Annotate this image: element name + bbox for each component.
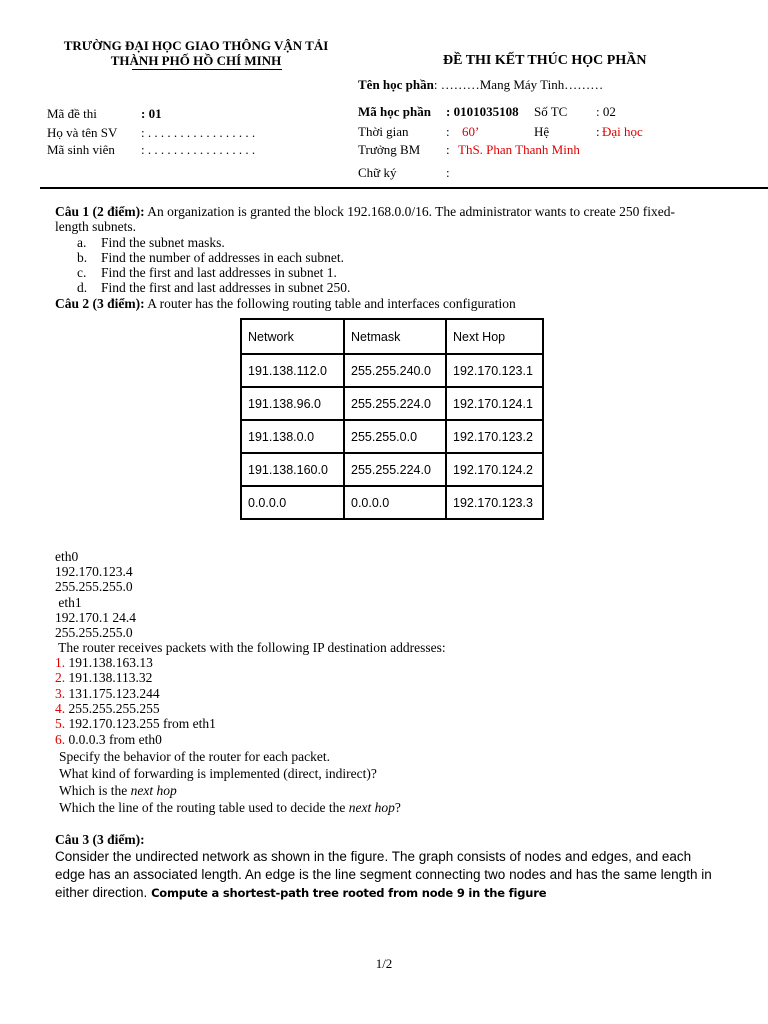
q2-title: Câu 2 (3 điểm):: [55, 296, 145, 311]
table-cell: 192.170.123.2: [446, 420, 543, 453]
packet-address: 255.255.255.255: [65, 701, 160, 716]
table-cell: 255.255.224.0: [344, 387, 446, 420]
q2-task-2: What kind of forwarding is implemented (direct, indirect)?: [59, 766, 377, 781]
interface-line: 192.170.123.4: [55, 564, 133, 579]
packet-address: 0.0.0.3 from eth0: [65, 732, 162, 747]
credits-value: : 02: [596, 104, 616, 119]
signature-value: :: [446, 165, 450, 180]
header-divider: [40, 187, 768, 189]
q3-task: Compute a shortest-path tree rooted from node 9 in the figure: [151, 886, 547, 900]
credits-label: Số TC: [534, 104, 568, 119]
packet-item: [55, 716, 216, 732]
packet-number: 4.: [55, 701, 66, 716]
interface-line: eth1: [55, 595, 82, 610]
course-code-value: : 0101035108: [446, 104, 519, 119]
q1-item-a: [77, 235, 86, 251]
packet-number: 1.: [55, 655, 66, 670]
student-id-value: : . . . . . . . . . . . . . . . . .: [141, 142, 256, 157]
table-row: [241, 420, 543, 453]
table-cell: 255.255.0.0: [344, 420, 446, 453]
packet-address: 131.175.123.244: [65, 686, 160, 701]
exam-title: ĐỀ THI KẾT THÚC HỌC PHẦN: [443, 53, 647, 68]
interface-line: 192.170.1 24.4: [55, 610, 136, 625]
table-cell: 255.255.240.0: [344, 354, 446, 387]
exam-code-label: Mã đề thi: [47, 106, 97, 121]
course-label: Tên học phần: [358, 77, 434, 92]
table-cell: 191.138.96.0: [241, 387, 344, 420]
school-name-line2: THÀNH PHỐ HỒ CHÍ MINH: [110, 53, 282, 68]
q1-item-marker: b.: [77, 250, 88, 265]
q3-line1: Consider the undirected network as shown in the figure. The graph consists of nodes and edges, and each: [55, 849, 692, 864]
q1-item-c-text: Find the first and last addresses in subnet 1.: [101, 265, 337, 280]
q1-item-a-text: Find the subnet masks.: [101, 235, 225, 250]
course-code-label: Mã học phần: [358, 104, 431, 119]
table-cell: 192.170.123.3: [446, 486, 543, 519]
packet-address: 191.138.163.13: [65, 655, 153, 670]
packet-item: [55, 701, 160, 717]
student-id-label: Mã sinh viên: [47, 142, 115, 157]
q1-text-line1: An organization is granted the block 192.168.0.0/16. The administrator wants to create 250 fixed-: [144, 204, 676, 219]
packet-item: [55, 670, 152, 686]
dept-head-value: ThS. Phan Thanh Minh: [458, 142, 580, 157]
interface-line: eth0: [55, 549, 79, 564]
q1-item-marker: c.: [77, 265, 87, 280]
q2-line1: [55, 296, 516, 312]
interface-line: 255.255.255.0: [55, 625, 133, 640]
table-cell: 0.0.0.0: [241, 486, 344, 519]
table-header-cell: Network: [241, 319, 344, 354]
q1-text-line2: length subnets.: [55, 219, 136, 234]
packet-item: [55, 732, 162, 748]
packet-number: 2.: [55, 670, 66, 685]
q2-task-1: Specify the behavior of the router for each packet.: [59, 749, 331, 764]
signature-label: Chữ ký: [358, 165, 397, 180]
table-header-cell: Next Hop: [446, 319, 543, 354]
question-mark: ?: [394, 800, 401, 815]
q3-title: Câu 3 (3 điểm):: [55, 832, 145, 847]
table-header-row: [241, 319, 543, 354]
page-number: 1/2: [375, 956, 393, 971]
level-colon: :: [596, 124, 600, 139]
school-name-line1: TRƯỜNG ĐẠI HỌC GIAO THÔNG VẬN TẢI: [63, 38, 329, 53]
next-hop-term: next hop: [348, 800, 395, 815]
q2-task-3: [59, 783, 177, 799]
q1-item-c: [77, 265, 86, 281]
course-value: : ………Mang Máy Tinh………: [433, 77, 604, 92]
q2-task-4: [59, 800, 401, 816]
packet-number: 3.: [55, 686, 66, 701]
routing-table: [240, 318, 544, 520]
q2-text: A router has the following routing table and interfaces configuration: [144, 296, 516, 311]
q2-task-4-text: Which the line of the routing table used to decide the: [59, 800, 349, 815]
packet-number: 6.: [55, 732, 66, 747]
q1-line1: [55, 204, 675, 220]
table-row: [241, 453, 543, 486]
q1-item-b: [77, 250, 87, 266]
q1-title: Câu 1 (2 điểm):: [55, 204, 145, 219]
table-cell: 0.0.0.0: [344, 486, 446, 519]
table-header-cell: Netmask: [344, 319, 446, 354]
dept-head-label: Trưởng BM: [358, 142, 421, 157]
packet-item: [55, 655, 153, 671]
packet-address: 192.170.123.255 from eth1: [65, 716, 216, 731]
student-name-label: Họ và tên SV: [47, 125, 118, 140]
dept-head-colon: :: [446, 142, 450, 157]
table-row: [241, 354, 543, 387]
next-hop-term: next hop: [130, 783, 177, 798]
table-cell: 192.170.124.1: [446, 387, 543, 420]
exam-code-value: : 01: [141, 106, 162, 121]
time-label: Thời gian: [358, 124, 409, 139]
table-row: [241, 387, 543, 420]
table-cell: 191.138.0.0: [241, 420, 344, 453]
q1-item-d: [77, 280, 87, 296]
packet-number: 5.: [55, 716, 66, 731]
packets-intro: The router receives packets with the following IP destination addresses:: [55, 640, 446, 655]
packet-item: [55, 686, 160, 702]
header-underline: [132, 69, 282, 70]
time-value: 60’: [462, 124, 480, 139]
interface-line: 255.255.255.0: [55, 579, 133, 594]
table-cell: 255.255.224.0: [344, 453, 446, 486]
q1-item-marker: a.: [77, 235, 87, 250]
level-value: Đại học: [602, 124, 643, 139]
table-cell: 191.138.160.0: [241, 453, 344, 486]
q3-line2: edge has an associated length. An edge is the line segment connecting two nodes and has the same length in: [55, 867, 712, 882]
table-cell: 192.170.123.1: [446, 354, 543, 387]
q1-item-d-text: Find the first and last addresses in subnet 250.: [101, 280, 351, 295]
q3-line3-text: either direction.: [55, 885, 152, 900]
level-label: Hệ: [534, 124, 550, 139]
q1-item-marker: d.: [77, 280, 88, 295]
table-cell: 192.170.124.2: [446, 453, 543, 486]
table-row: [241, 486, 543, 519]
table-cell: 191.138.112.0: [241, 354, 344, 387]
course-field: [358, 77, 603, 93]
student-name-value: : . . . . . . . . . . . . . . . . .: [141, 125, 256, 140]
q2-task-3-text: Which is the: [59, 783, 131, 798]
time-colon: :: [446, 124, 450, 139]
q3-line3: [55, 884, 546, 902]
q1-item-b-text: Find the number of addresses in each subnet.: [101, 250, 344, 265]
packet-address: 191.138.113.32: [65, 670, 153, 685]
